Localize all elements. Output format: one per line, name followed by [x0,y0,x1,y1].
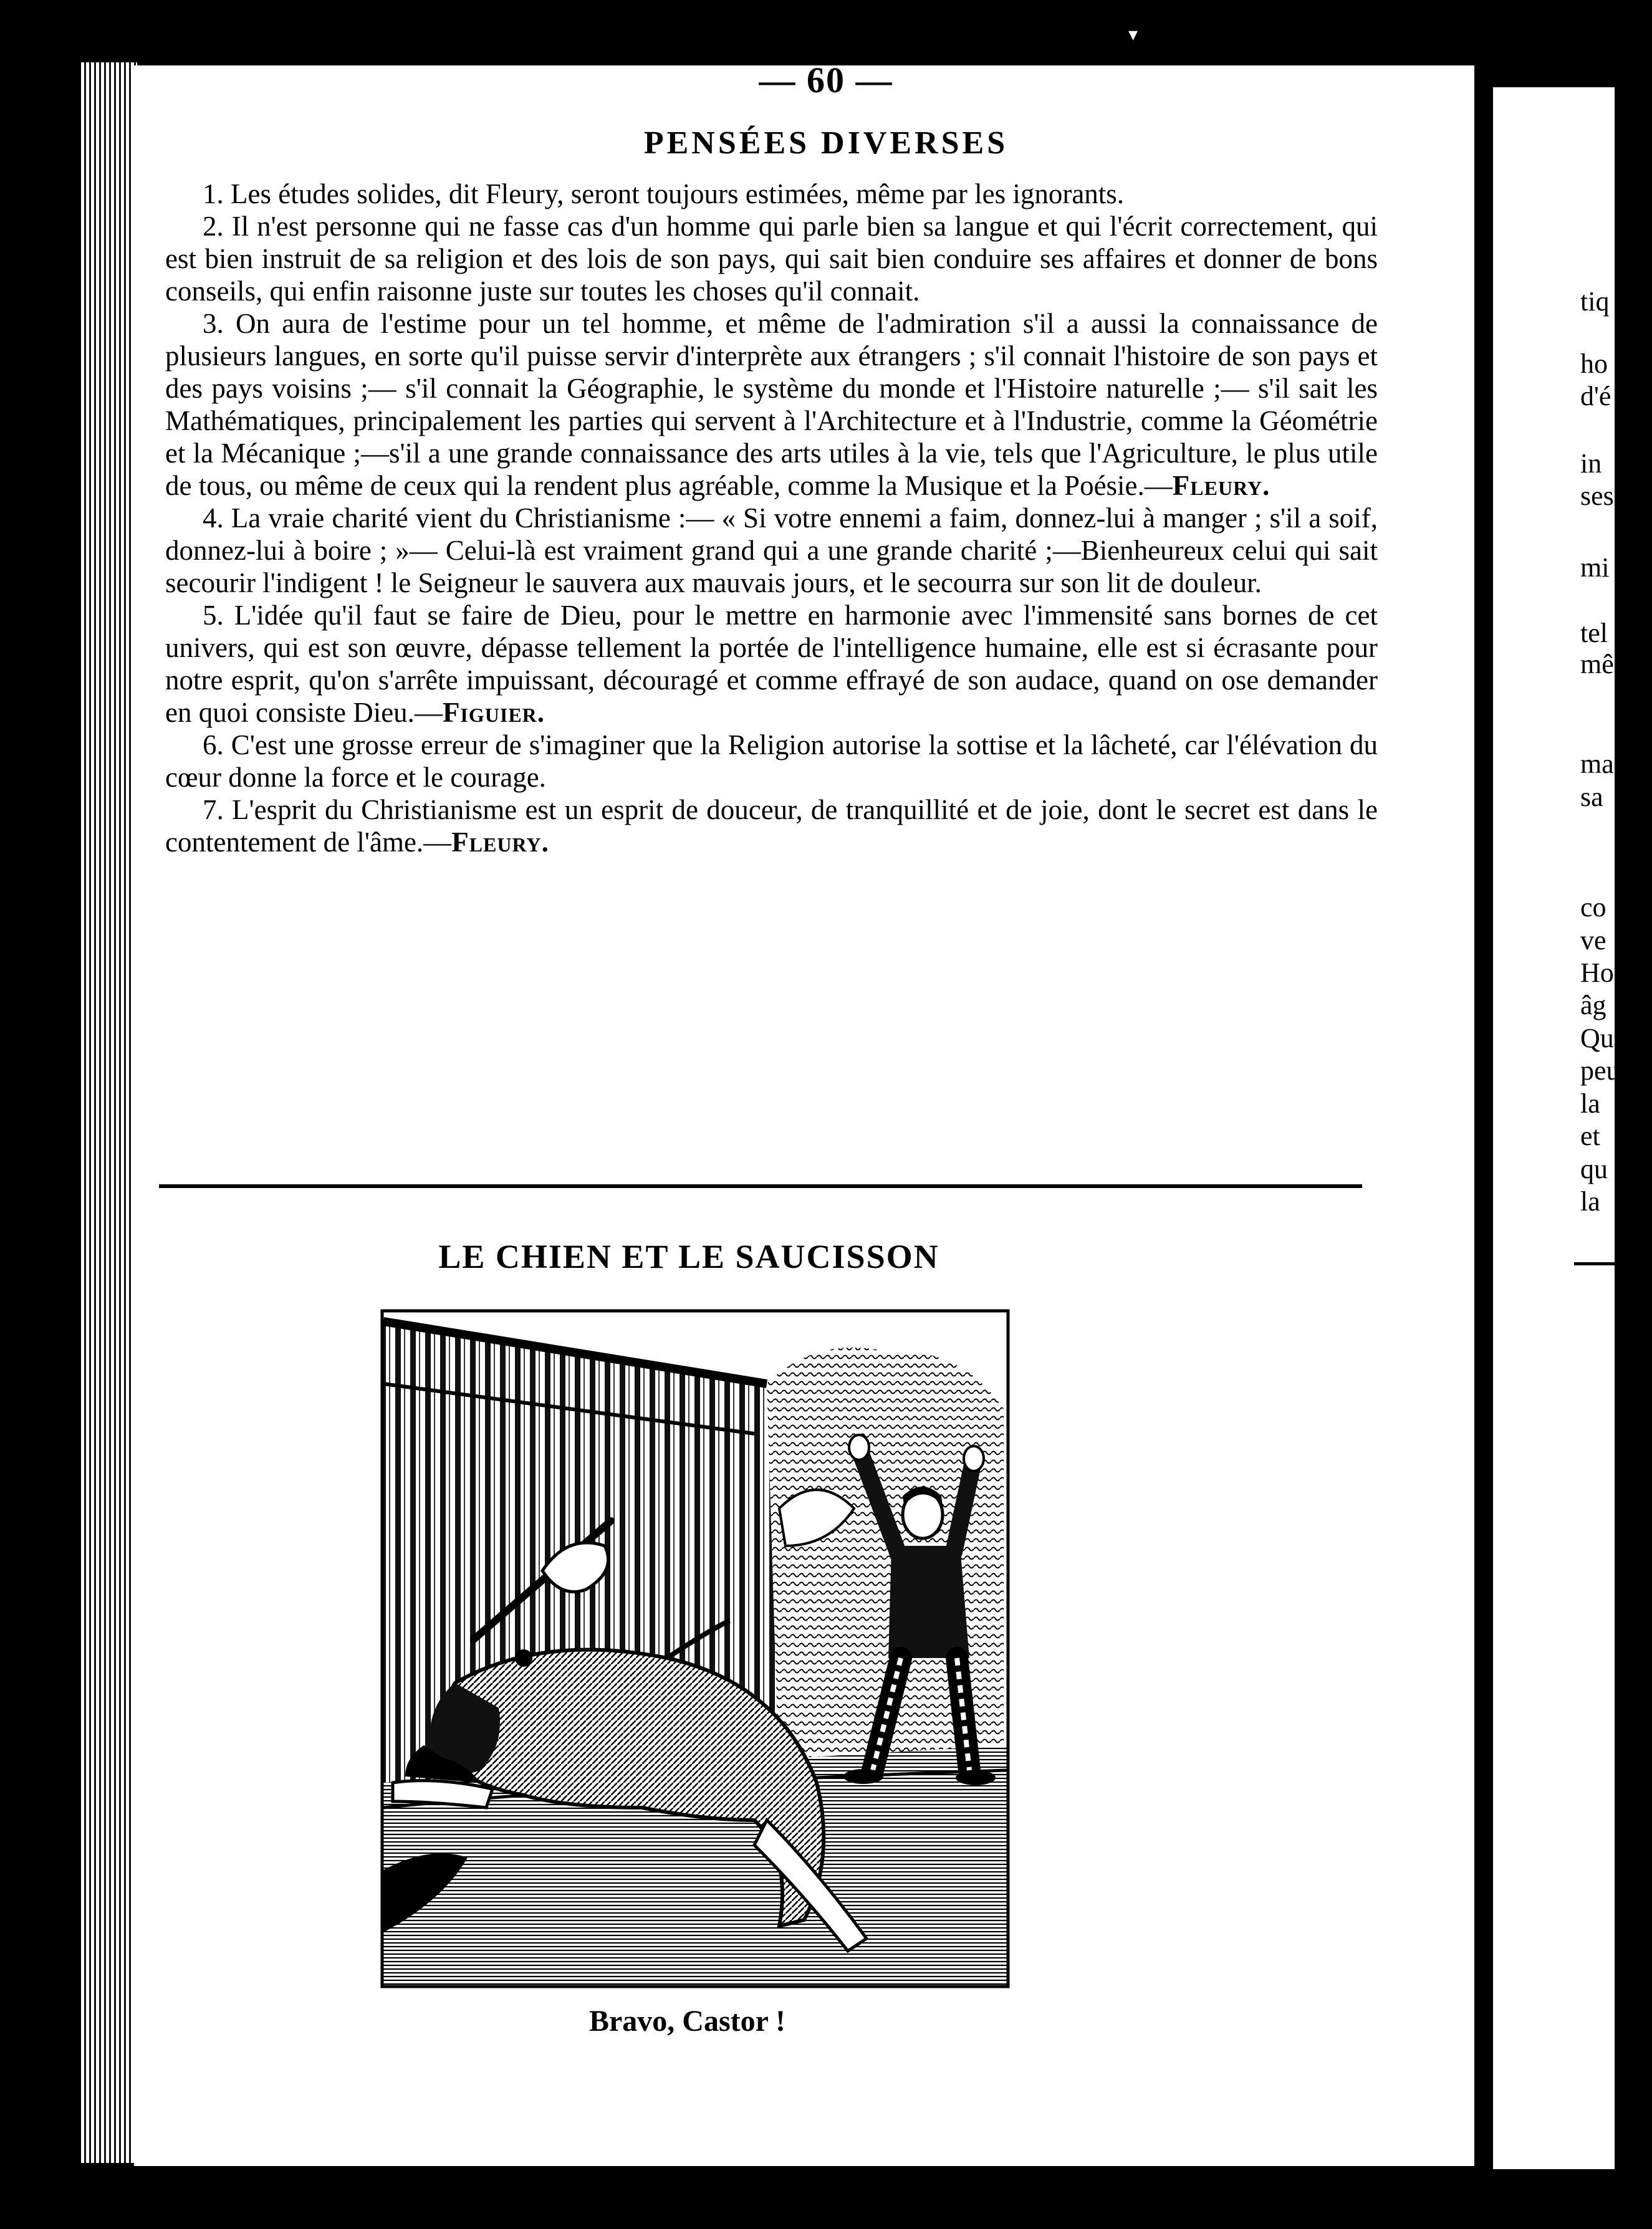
facing-fragment: ho [1580,348,1608,379]
facing-fragment: d'é [1580,381,1611,411]
facing-fragment: la [1580,1088,1600,1119]
thought-paragraph [165,210,1378,307]
facing-fragment: tiq [1580,286,1610,317]
thought-paragraph [165,599,1378,729]
facing-fragment: mi [1580,552,1610,583]
thought-author: Fleury. [1172,470,1270,501]
facing-fragment: ve [1580,925,1606,956]
thought-text: 4. La vraie charité vient du Christianisme :— « Si votre ennemi a faim, donnez-lui à manger ; s'il a soif, donnez-lui à boire ; »— Celui-là est vraiment grand qui a une grande charité ;—Bienheureux celui qui sait secourir l'indigent ! le Seigneur le sauvera aux mauvais jours, et le secourra sur son lit de douleur. [165,502,1378,598]
thoughts-list [165,178,1378,858]
thought-text: 2. Il n'est personne qui ne fasse cas d'un homme qui parle bien sa langue et qui l'écrit correctement, qui est bien instruit de sa religion et des lois de son pays, qui sait bien conduire ses affaires et donner de bons conseils, qui enfin raisonne juste sur toutes les choses qu'il connait. [165,211,1378,307]
facing-fragment: qu [1580,1154,1608,1184]
facing-fragment: ma [1580,749,1614,779]
facing-fragment: sa [1580,782,1603,812]
facing-fragment: âg [1580,990,1606,1020]
thought-paragraph [165,178,1378,210]
illustration-title: LE CHIEN ET LE SAUCISSON [438,1238,939,1275]
section-title: PENSÉES DIVERSES [643,125,1009,161]
thought-text: 7. L'esprit du Christianisme est un esprit de douceur, de tranquillité et de joie, dont le secret est dans le contentement de l'âme.— [165,794,1378,858]
book-spine [81,62,137,2163]
facing-fragment: peu [1580,1055,1620,1086]
thought-author: Figuier. [442,697,545,728]
thought-author: Fleury. [451,827,549,858]
section-divider [159,1184,1362,1188]
thought-text: 6. C'est une grosse erreur de s'imaginer que la Religion autorise la sottise et la lâcheté, car l'élévation du cœur donne la force et le courage. [165,729,1378,793]
facing-fragment: et [1580,1121,1600,1151]
facing-fragment: tel [1580,618,1608,648]
thought-text: 5. L'idée qu'il faut se faire de Dieu, pour le mettre en harmonie avec l'immensité sans bornes de cet univers, qui est son œuvre, dépasse tellement la portée de l'intelligence humaine, elle est si écrasante pour notre esprit, qu'on s'arrête impuissant, découragé et comme effrayé de son audace, quand on ose demander en quoi consiste Dieu.— [165,600,1378,728]
corner-mark: ▾ [1128,24,1138,45]
thought-text: 3. On aura de l'estime pour un tel homme, et même de l'admiration s'il a aussi la connaissance de plusieurs langues, en sorte qu'il puisse servir d'interprète aux étrangers ; s'il connait l'histoire de son pays et des pays voisins ;— s'il connait la Géographie, le système du monde et l'Histoire naturelle ;— s'il sait les Mathématiques, principalement les parties qui servent à l'Architecture et à l'Industrie, comme la Géométrie et la Mécanique ;—s'il a une grande connaissance des arts utiles à la vie, tels que l'Agriculture, le plus utile de tous, ou même de ceux qui la rendent plus agréable, comme la Musique et la Poésie.— [165,308,1378,501]
dog-and-sausage-engraving [380,1309,1010,1988]
facing-fragment: mê [1580,649,1614,679]
illustration-caption: Bravo, Castor ! [588,2005,786,2038]
facing-fragment: in [1580,448,1602,479]
facing-fragment: Ho [1580,957,1614,988]
thought-text: 1. Les études solides, dit Fleury, seront toujours estimées, même par les ignorants. [203,178,1125,209]
facing-fragment: Qu [1580,1023,1614,1053]
facing-divider [1574,1262,1624,1265]
thought-paragraph [165,793,1378,858]
thought-paragraph [165,729,1378,793]
thought-paragraph [165,307,1378,502]
page-number: — 60 — [759,60,893,100]
facing-fragment: ses [1580,481,1614,511]
thought-paragraph [165,502,1378,599]
facing-fragment: co [1580,892,1606,923]
facing-fragment: la [1580,1186,1600,1217]
facing-page-edge [1493,87,1620,2169]
